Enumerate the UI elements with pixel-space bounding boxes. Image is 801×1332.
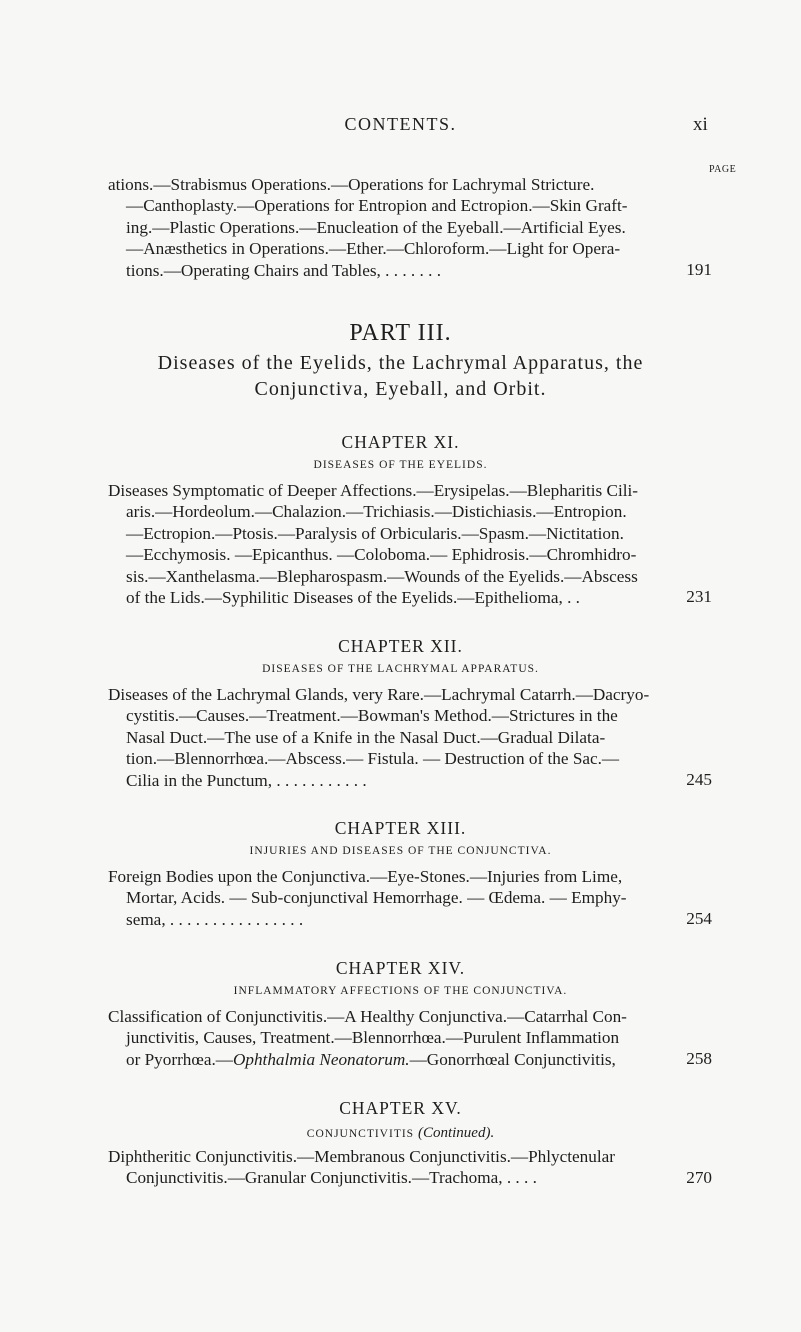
chapter-subtitle: INJURIES AND DISEASES OF THE CONJUNCTIVA. xyxy=(249,845,552,857)
page-number: 258 xyxy=(686,1049,712,1068)
chapter-subtitle: DISEASES OF THE EYELIDS. xyxy=(313,459,488,471)
entry-line: ations.—Strabismus Operations.—Operations for Lachrymal Stricture. xyxy=(108,175,595,194)
entry-line: aris.—Hordeolum.—Chalazion.—Trichiasis.—Distichiasis.—Entropion. xyxy=(126,502,627,522)
part-heading-line-2: Conjunctiva, Eyeball, and Orbit. xyxy=(254,378,547,400)
page-number: 270 xyxy=(686,1168,712,1187)
entry-line: —Canthoplasty.—Operations for Entropion and Ectropion.—Skin Graft- xyxy=(126,196,628,216)
entry-line: ing.—Plastic Operations.—Enucleation of the Eyeball.—Artificial Eyes. xyxy=(126,217,626,237)
entry-line: Classification of Conjunctivitis.—A Healthy Conjunctiva.—Catarrhal Con- xyxy=(108,1007,627,1026)
entry-line: or Pyorrhœa.—Ophthalmia Neonatorum.—Gonorrhœal Conjunctivitis, xyxy=(126,1049,616,1069)
chapter-title: CHAPTER XI. xyxy=(341,432,460,452)
entry-line: tion.—Blennorrhœa.—Abscess.— Fistula. — Destruction of the Sac.— xyxy=(126,749,620,769)
entry-line: Mortar, Acids. — Sub-conjunctival Hemorrhage. — Œdema. — Emphy- xyxy=(126,888,627,908)
entry-line: Nasal Duct.—The use of a Knife in the Nasal Duct.—Gradual Dilata- xyxy=(126,727,606,747)
entry-line: junctivitis, Causes, Treatment.—Blennorrhœa.—Purulent Inflammation xyxy=(126,1028,620,1048)
entry-line: Diseases Symptomatic of Deeper Affections.—Erysipelas.—Blepharitis Cili- xyxy=(108,481,639,500)
entry-line: —Anæsthetics in Operations.—Ether.—Chloroform.—Light for Opera- xyxy=(126,239,621,259)
running-head xyxy=(0,114,801,138)
chapter-subtitle: CONJUNCTIVITIS (Continued). xyxy=(306,1125,495,1141)
entry-line: sis.—Xanthelasma.—Blepharospasm.—Wounds of the Eyelids.—Abscess xyxy=(126,566,638,586)
entry-line: Diphtheritic Conjunctivitis.—Membranous Conjunctivitis.—Phlyctenular xyxy=(108,1147,615,1166)
chapter-subtitle: DISEASES OF THE LACHRYMAL APPARATUS. xyxy=(262,663,539,675)
page-column-label: PAGE xyxy=(709,164,737,175)
page-number: 191 xyxy=(686,260,712,279)
entry-line: cystitis.—Causes.—Treatment.—Bowman's Method.—Strictures in the xyxy=(126,706,618,726)
entry-line: Foreign Bodies upon the Conjunctiva.—Eye-Stones.—Injuries from Lime, xyxy=(108,867,623,886)
entry-line: —Ecchymosis. —Epicanthus. —Coloboma.— Ephidrosis.—Chromhidro- xyxy=(126,545,637,565)
running-title: CONTENTS. xyxy=(344,114,457,134)
entry-line: Cilia in the Punctum, . . . . . . . . . . . xyxy=(126,770,367,790)
entry-line: Conjunctivitis.—Granular Conjunctivitis.—Trachoma, . . . . xyxy=(126,1168,537,1188)
entry-line: —Ectropion.—Ptosis.—Paralysis of Orbicularis.—Spasm.—Nictitation. xyxy=(126,523,624,543)
entry-line: tions.—Operating Chairs and Tables, . . . . . . . xyxy=(126,260,441,280)
chapter-title: CHAPTER XII. xyxy=(338,636,463,656)
entry-line: Diseases of the Lachrymal Glands, very Rare.—Lachrymal Catarrh.—Dacryo- xyxy=(108,685,650,704)
entry-line: sema, . . . . . . . . . . . . . . . . xyxy=(126,909,304,929)
page-folio: xi xyxy=(693,114,708,135)
entry-line: of the Lids.—Syphilitic Diseases of the Eyelids.—Epithelioma, . . xyxy=(126,588,580,608)
chapter-title: CHAPTER XV. xyxy=(339,1098,462,1118)
page-number: 231 xyxy=(686,587,712,606)
page-number: 245 xyxy=(686,770,712,789)
part-title: PART III. xyxy=(349,320,452,346)
chapter-subtitle: INFLAMMATORY AFFECTIONS OF THE CONJUNCTIVA. xyxy=(233,985,568,997)
chapter-title: CHAPTER XIV. xyxy=(335,958,466,978)
page-number: 254 xyxy=(686,909,712,928)
part-heading-line-1: Diseases of the Eyelids, the Lachrymal Apparatus, the xyxy=(157,352,644,374)
chapter-title: CHAPTER XIII. xyxy=(334,818,467,838)
